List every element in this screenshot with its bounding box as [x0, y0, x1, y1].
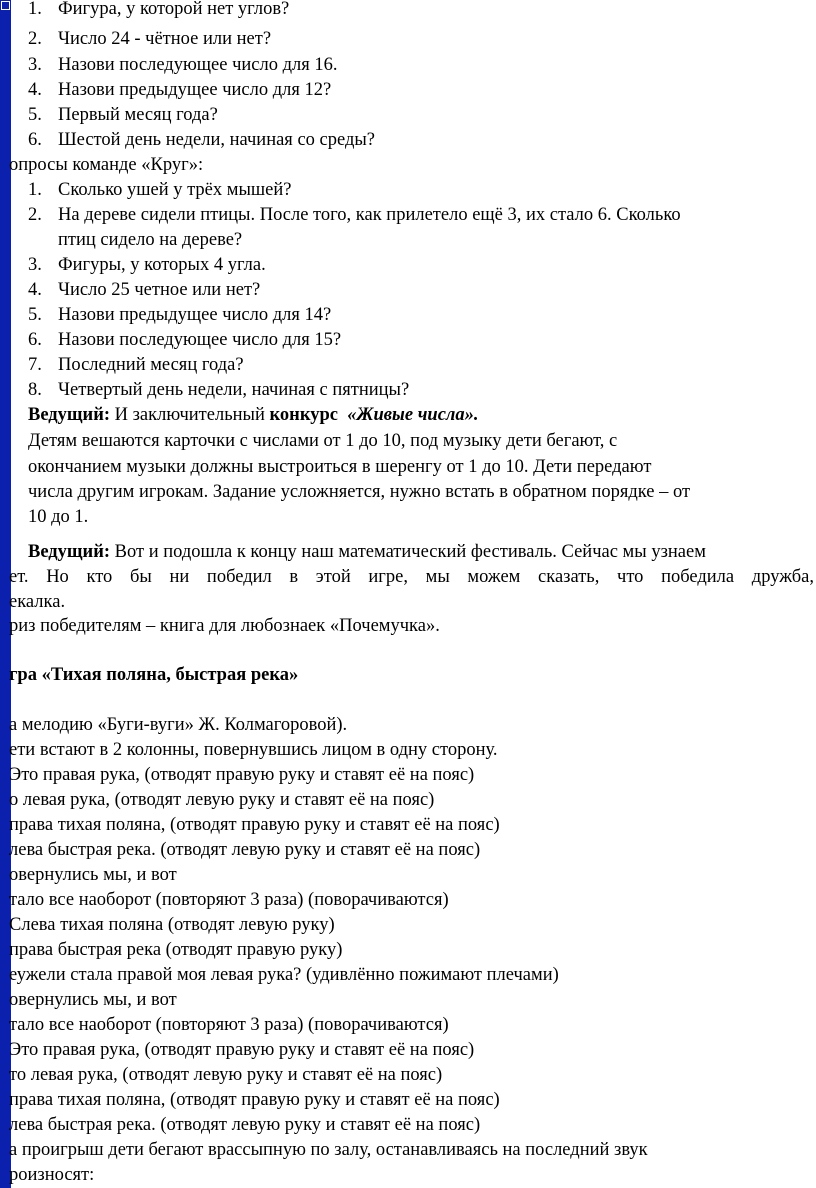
item-text: Назови последующее число для 15?: [58, 330, 342, 350]
item-number: 5.: [28, 305, 42, 325]
game-line: еужели стала правой моя левая рука? (удивлённо пожимают плечами): [9, 965, 559, 985]
game-line: лева быстрая река. (отводят левую руку и ставят её на пояс): [9, 1115, 481, 1135]
game-line: Это правая рука, (отводят правую руку и ставят её на пояс): [9, 1040, 475, 1060]
item-text: Назови последующее число для 16.: [58, 55, 338, 75]
paragraph-line: числа другим игрокам. Задание усложняется, нужно встать в обратном порядке – от: [28, 482, 691, 502]
list-item: [0, 254, 816, 278]
item-text: Сколько ушей у трёх мышей?: [58, 180, 292, 200]
list-item: [0, 0, 816, 22]
list-item: [0, 28, 816, 52]
item-number: 4.: [28, 280, 42, 300]
item-text: Последний месяц года?: [58, 355, 244, 375]
game-line: а проигрыш дети бегают врассыпную по залу, останавливаясь на последний звук: [9, 1140, 648, 1160]
item-text: Назови предыдущее число для 12?: [58, 80, 332, 100]
host-line: [28, 541, 706, 565]
item-number: 8.: [28, 380, 42, 400]
list-item: [0, 304, 816, 328]
item-text: На дереве сидели птицы. После того, как прилетело ещё 3, их стало 6. Сколько: [58, 205, 681, 225]
game-title: гра «Тихая поляна, быстрая река»: [9, 665, 299, 685]
item-text: Назови предыдущее число для 14?: [58, 305, 332, 325]
game-line: овернулись мы, и вот: [9, 865, 177, 885]
item-text: птиц сидело на дереве?: [58, 230, 243, 250]
game-line: Это правая рука, (отводят правую руку и ставят её на пояс): [9, 765, 475, 785]
list-item: [0, 54, 816, 78]
item-number: 3.: [28, 55, 42, 75]
item-number: 1.: [28, 180, 42, 200]
game-line: то левая рука, (отводят левую руку и ставят её на пояс): [9, 1065, 443, 1085]
game-line: о левая рука, (отводят левую руку и ставят её на пояс): [9, 790, 435, 810]
item-number: 3.: [28, 255, 42, 275]
item-number: 6.: [28, 130, 42, 150]
paragraph-line: екалка.: [9, 592, 66, 612]
list-item: [0, 104, 816, 128]
item-text: Число 24 - чётное или нет?: [58, 29, 272, 49]
list-item: [0, 129, 816, 153]
game-line: лева быстрая река. (отводят левую руку и ставят её на пояс): [9, 840, 481, 860]
list-item: [0, 379, 816, 403]
game-line: права быстрая река (отводят правую руку): [9, 940, 343, 960]
list-item: [0, 279, 816, 303]
paragraph-line: ет. Но кто бы ни победил в этой игре, мы можем сказать, что победила дружба,: [9, 567, 814, 587]
game-line: тало все наоборот (повторяют 3 раза) (поворачиваются): [9, 1015, 449, 1035]
game-line: права тихая поляна, (отводят правую руку и ставят её на пояс): [9, 815, 500, 835]
item-number: 5.: [28, 105, 42, 125]
paragraph-line: окончанием музыки должны выстроиться в шеренгу от 1 до 10. Дети передают: [28, 457, 652, 477]
item-number: 2.: [28, 29, 42, 49]
item-number: 6.: [28, 330, 42, 350]
host-label: Ведущий:: [28, 405, 111, 425]
game-line: права тихая поляна, (отводят правую руку и ставят её на пояс): [9, 1090, 500, 1110]
game-line: а мелодию «Буги-вуги» Ж. Колмагоровой).: [9, 715, 348, 735]
game-line: ети встают в 2 колонны, повернувшись лицом в одну сторону.: [9, 740, 498, 760]
game-line: роизносят:: [9, 1165, 95, 1185]
list-item: [0, 179, 816, 203]
item-text: Фигуры, у которых 4 угла.: [58, 255, 266, 275]
list-item: [0, 329, 816, 353]
item-text: Шестой день недели, начиная со среды?: [58, 130, 376, 150]
contest-word: конкурс: [269, 405, 338, 425]
host-line: [28, 404, 479, 428]
list-item: [0, 354, 816, 378]
item-number: 7.: [28, 355, 42, 375]
item-text: Фигура, у которой нет углов?: [58, 0, 290, 19]
host-text: И заключительный: [110, 405, 270, 425]
paragraph-line: 10 до 1.: [28, 507, 89, 527]
item-number: 1.: [28, 0, 42, 19]
list-item: [0, 204, 816, 228]
item-number: 4.: [28, 80, 42, 100]
list-item-continuation: [0, 229, 816, 253]
list-item: [0, 79, 816, 103]
item-text: Первый месяц года?: [58, 105, 218, 125]
contest-title: «Живые числа».: [347, 405, 479, 425]
game-line: тало все наоборот (повторяют 3 раза) (поворачиваются): [9, 890, 449, 910]
paragraph-line: риз победителям – книга для любознаек «Почемучка».: [9, 616, 440, 636]
game-line: Слева тихая поляна (отводят левую руку): [9, 915, 335, 935]
game-line: овернулись мы, и вот: [9, 990, 177, 1010]
host-text: Вот и подошла к концу наш математический фестиваль. Сейчас мы узнаем: [110, 542, 706, 562]
item-number: 2.: [28, 205, 42, 225]
paragraph-line: Детям вешаются карточки с числами от 1 до 10, под музыку дети бегают, с: [28, 431, 618, 451]
section-heading: опросы команде «Круг»:: [9, 155, 204, 175]
host-label: Ведущий:: [28, 542, 111, 562]
item-text: Число 25 четное или нет?: [58, 280, 261, 300]
item-text: Четвертый день недели, начиная с пятницы?: [58, 380, 410, 400]
